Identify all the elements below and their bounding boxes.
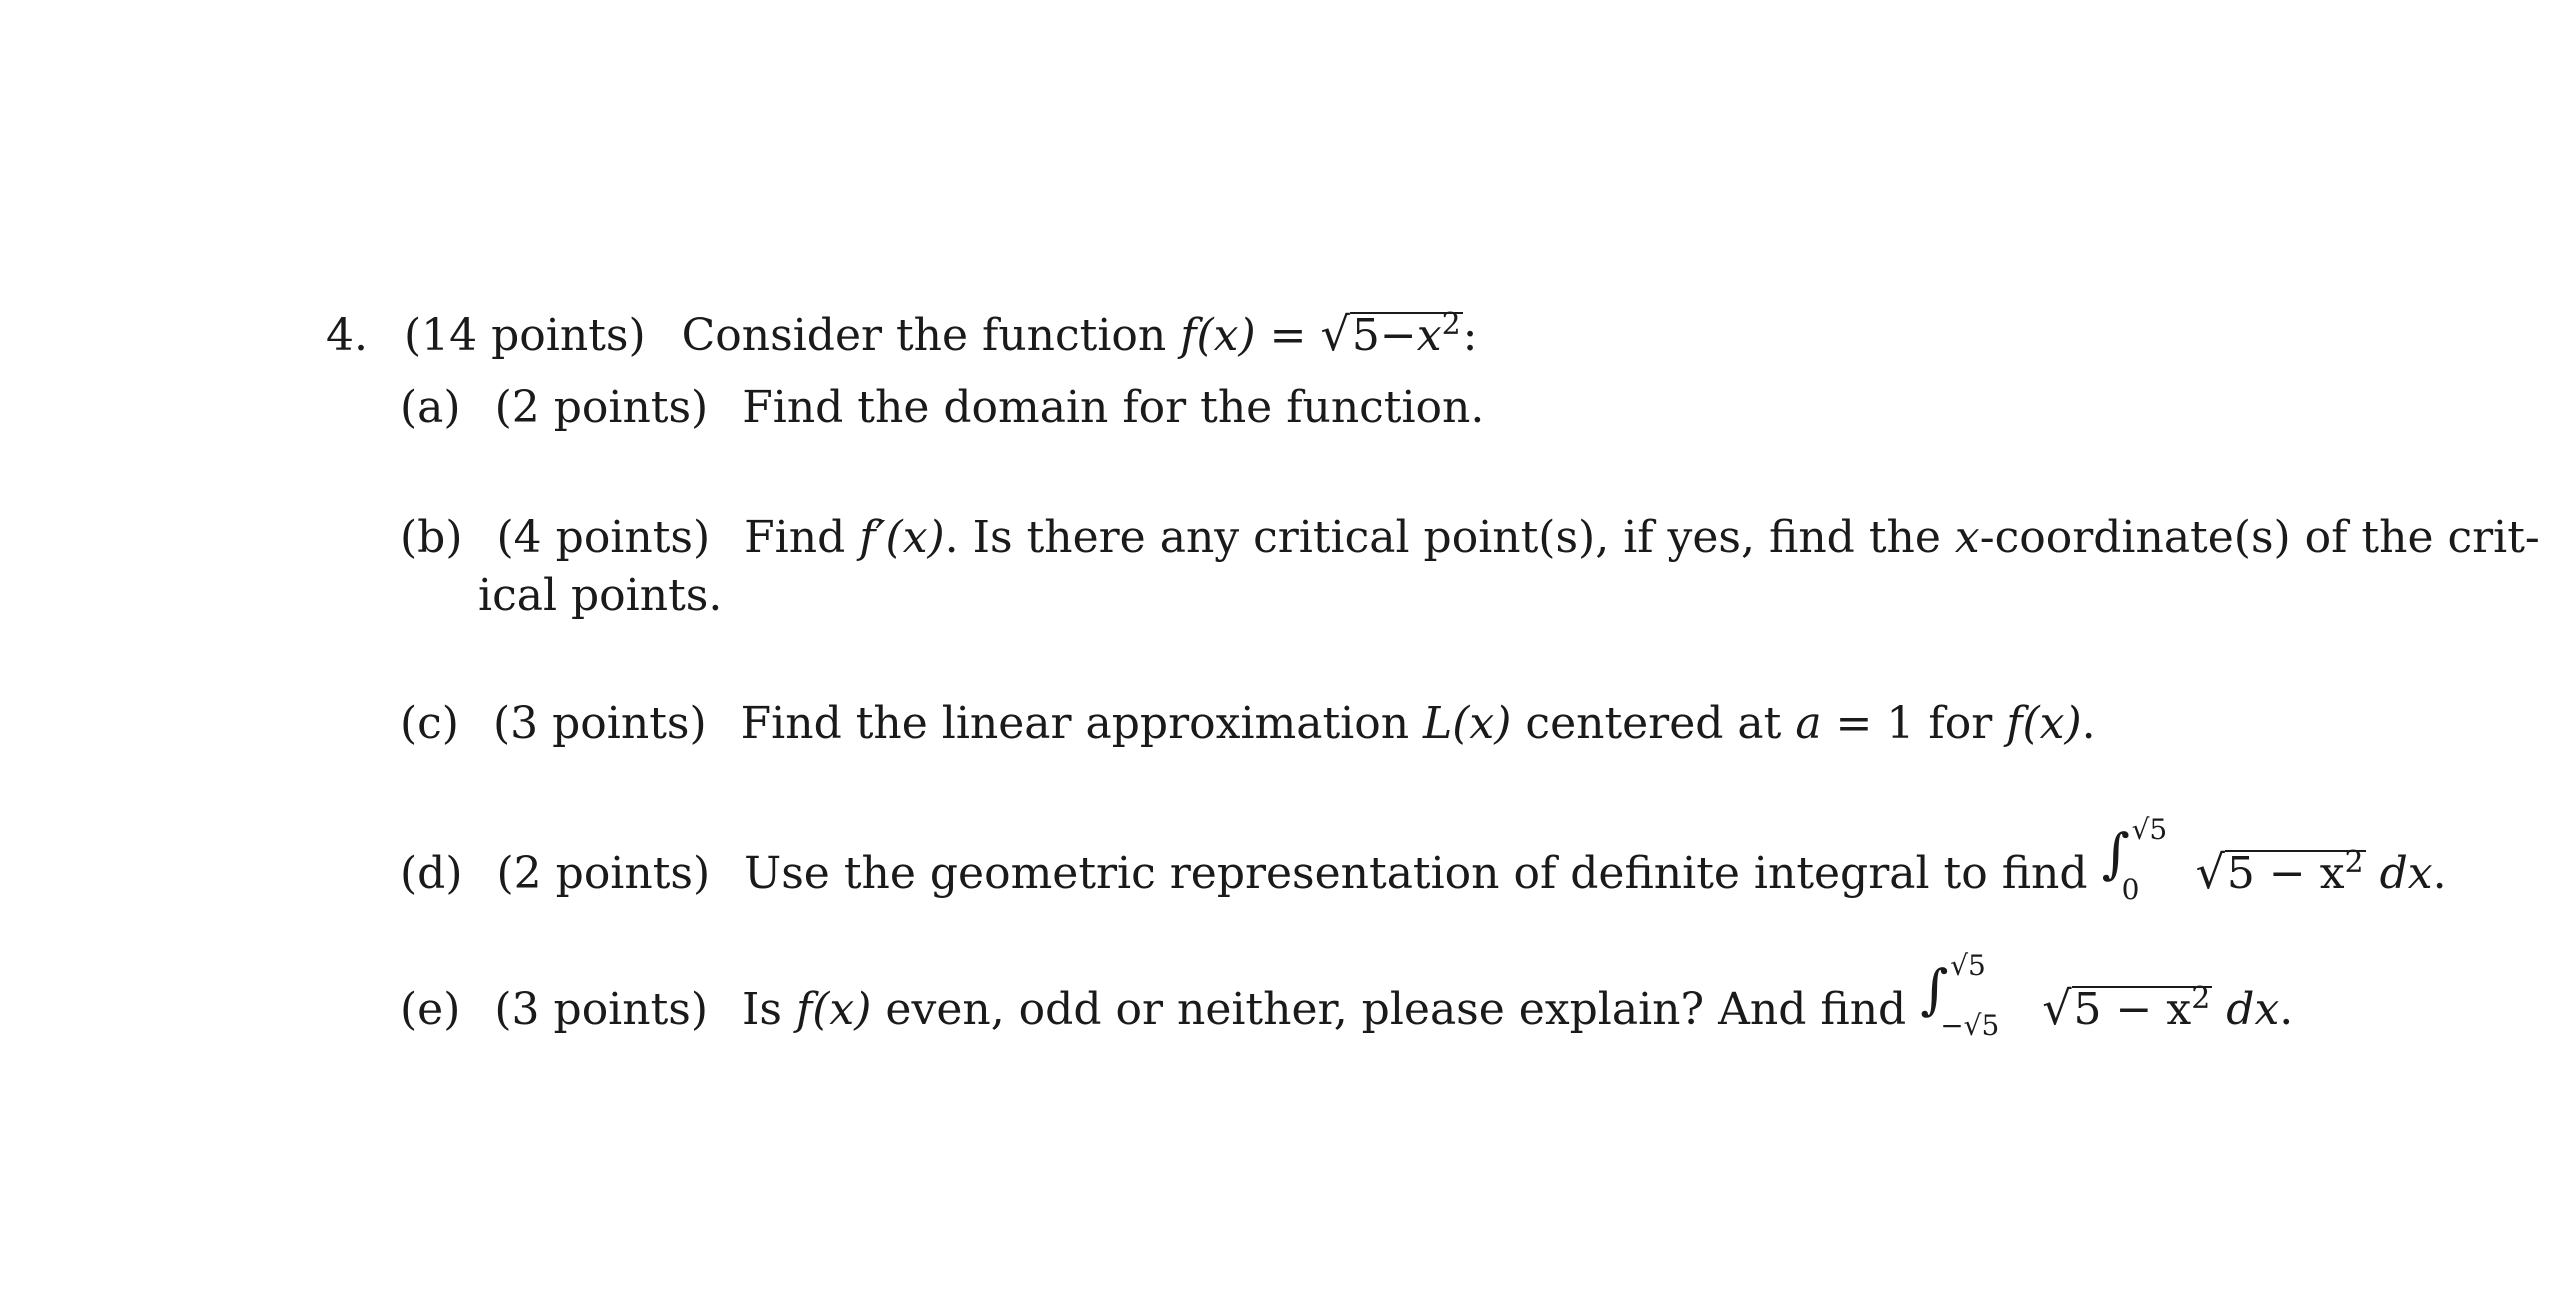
part-d-label: (d) xyxy=(400,848,463,899)
part-c-label: (c) xyxy=(400,698,459,749)
integrand-radicand: 5 − x xyxy=(2226,848,2345,899)
integral-e xyxy=(1920,949,2028,1042)
header-colon: : xyxy=(1462,310,1478,361)
part-b-continuation xyxy=(478,568,722,624)
part-e-points: (3 points) xyxy=(494,984,709,1035)
radical-icon: √ xyxy=(2042,981,2072,1035)
part-b-text-cont: ical points. xyxy=(478,570,723,621)
part-e-label: (e) xyxy=(400,984,461,1035)
minus-sign: − xyxy=(1379,310,1417,361)
radicand-five: 5 xyxy=(1351,310,1380,361)
integrand-sqrt xyxy=(2196,844,2366,902)
part-c-points: (3 points) xyxy=(492,698,707,749)
part-d xyxy=(400,813,2447,906)
part-a-text: Find the domain for the function. xyxy=(742,382,1485,433)
part-d-points: (2 points) xyxy=(496,848,711,899)
part-b-text-pre: Find xyxy=(744,512,846,563)
integrand-sqrt xyxy=(2042,980,2212,1038)
problem-intro: Consider the function xyxy=(681,310,1167,361)
x-variable: x xyxy=(1954,512,1980,563)
integral-lower-limit: −√5 xyxy=(1940,1009,2000,1042)
part-c-one: 1 xyxy=(1886,698,1915,749)
L-of-x: L(x) xyxy=(1423,698,1512,749)
part-c-text-mid: centered at xyxy=(1525,698,1782,749)
differential: dx xyxy=(2379,848,2433,899)
part-e-text-mid: even, odd or neither, please explain? And find xyxy=(885,984,1907,1035)
part-c xyxy=(400,696,2096,752)
integral-d xyxy=(2101,813,2182,906)
part-d-text-pre: Use the geometric representation of definite integral to find xyxy=(744,848,2088,899)
f-prime: f′(x) xyxy=(859,512,945,563)
part-e xyxy=(400,949,2294,1042)
part-b xyxy=(400,510,2540,566)
part-e-fx: f(x) xyxy=(795,984,872,1035)
part-c-equals: = xyxy=(1835,698,1873,749)
integrand-radicand: 5 − x xyxy=(2073,984,2192,1035)
integral-lower-limit: 0 xyxy=(2121,873,2140,906)
part-c-fx: f(x) xyxy=(2006,698,2082,749)
radical-icon: √ xyxy=(2195,845,2225,899)
equals-sign: = xyxy=(1269,310,1307,361)
part-e-dot: . xyxy=(2279,984,2294,1035)
radicand-x: x xyxy=(1416,310,1442,361)
integral-upper-limit: √5 xyxy=(1950,949,1986,982)
part-a-points: (2 points) xyxy=(494,382,709,433)
part-d-dot: . xyxy=(2432,848,2447,899)
differential: dx xyxy=(2226,984,2280,1035)
exponent-two: 2 xyxy=(1441,307,1461,342)
a-variable: a xyxy=(1795,698,1822,749)
part-b-points: (4 points) xyxy=(496,512,711,563)
integral-sign-icon: ∫ xyxy=(2101,822,2130,885)
part-b-label: (b) xyxy=(400,512,463,563)
part-b-text-mid: . Is there any critical point(s), if yes, find the xyxy=(944,512,1941,563)
part-b-text-post: -coordinate(s) of the crit- xyxy=(1979,512,2540,563)
function-lhs: f(x) xyxy=(1180,310,1256,361)
part-c-text-pre: Find the linear approximation xyxy=(740,698,1410,749)
integral-upper-limit: √5 xyxy=(2131,813,2168,846)
sqrt-expression xyxy=(1321,306,1463,364)
integral-sign-icon: ∫ xyxy=(1920,958,1949,1021)
problem-points: (14 points) xyxy=(403,310,646,361)
integrand-exponent: 2 xyxy=(2344,845,2364,880)
part-a-label: (a) xyxy=(400,382,461,433)
problem-number: 4. xyxy=(326,310,368,361)
part-e-text-pre: Is xyxy=(742,984,782,1035)
problem-header xyxy=(326,306,1477,364)
radical-icon: √ xyxy=(1320,307,1350,361)
part-a xyxy=(400,380,1484,436)
part-c-for: for xyxy=(1928,698,1993,749)
integrand-exponent: 2 xyxy=(2191,981,2211,1016)
part-c-dot: . xyxy=(2081,698,2096,749)
